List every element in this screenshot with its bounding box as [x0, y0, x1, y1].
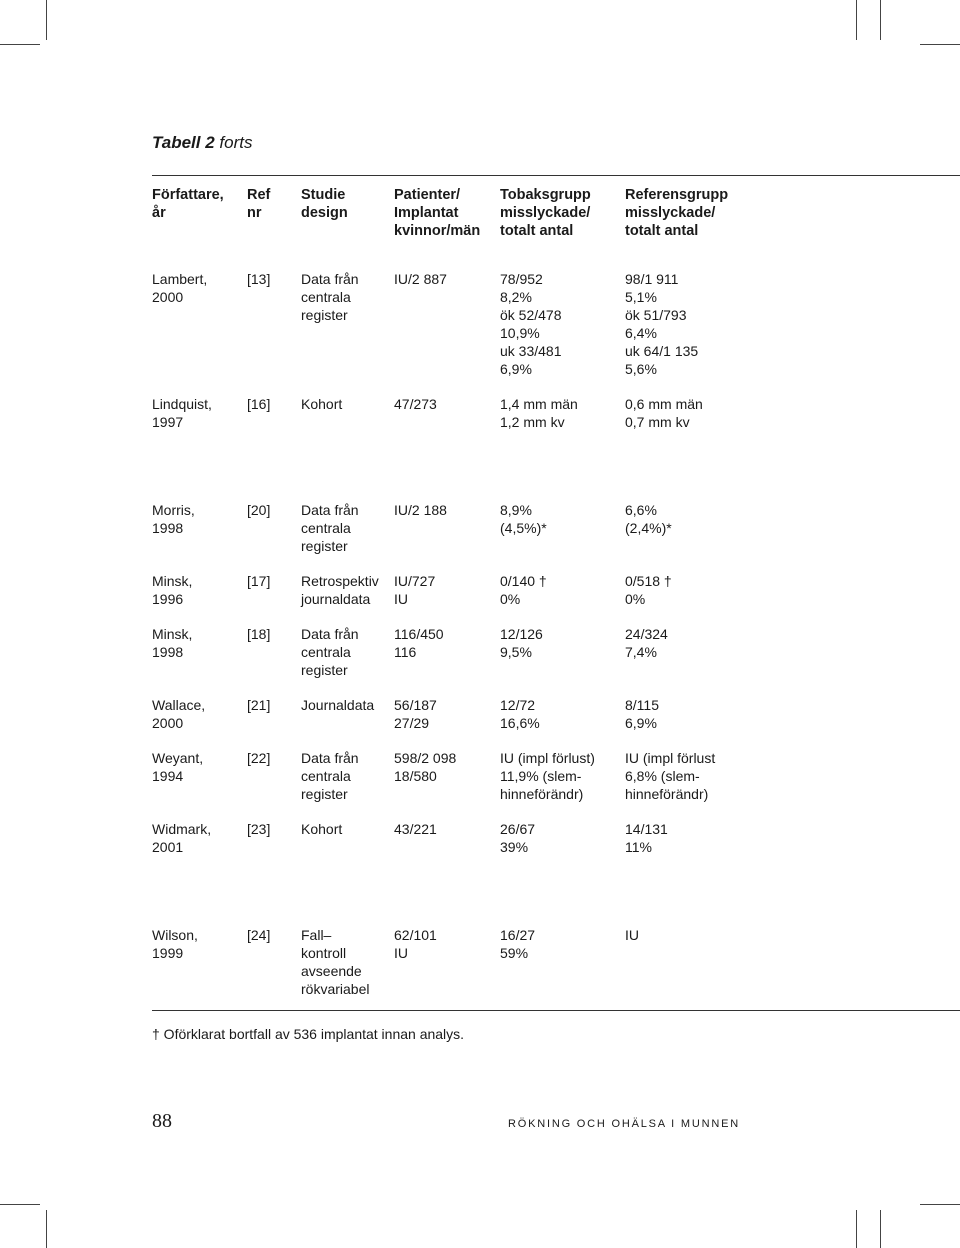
cell-line: Fall–	[301, 927, 332, 943]
header-row	[152, 186, 825, 270]
cell-line: 11%	[625, 839, 652, 855]
table-body	[152, 270, 825, 998]
table-cell	[247, 378, 301, 431]
cell-line: IU	[394, 945, 408, 961]
table-cell	[500, 555, 625, 608]
cell-line: ök 51/793	[625, 307, 687, 323]
cell-line: Lambert,	[152, 271, 208, 287]
table-cell	[247, 608, 301, 679]
table-cell	[152, 431, 247, 555]
cell-line: [20]	[247, 502, 271, 518]
cell-line: 18/580	[394, 768, 437, 784]
cell-line: 0%	[625, 591, 646, 607]
cell-line: 12/72	[500, 697, 536, 713]
column-header-line: nr	[247, 205, 262, 221]
cell-line: 78/952	[500, 271, 543, 287]
table-cell	[247, 555, 301, 608]
cell-line: 26/67	[500, 821, 536, 837]
cell-line: avseende	[301, 963, 362, 979]
column-header-line: Implantat	[394, 205, 459, 221]
cell-line: 0/140 †	[500, 573, 547, 589]
running-title: RÖKNING OCH OHÄLSA I MUNNEN	[508, 1118, 740, 1130]
cell-line: 7,4%	[625, 644, 657, 660]
table-cell	[394, 608, 500, 679]
column-header-line: Ref	[247, 187, 271, 203]
cell-line: 9,5%	[500, 644, 532, 660]
crop-mark	[920, 1204, 960, 1205]
cell-line: Retrospektiv	[301, 573, 379, 589]
table-cell	[625, 732, 825, 803]
cell-line: Journaldata	[301, 697, 375, 713]
cell-line: 5,1%	[625, 289, 657, 305]
column-header-line: totalt antal	[625, 223, 699, 239]
cell-line: 14/131	[625, 821, 668, 837]
column-header-line: kvinnor/män	[394, 223, 481, 239]
cell-line: 2000	[152, 715, 184, 731]
cell-line: hinneförändr)	[625, 786, 709, 802]
crop-mark	[0, 1204, 40, 1205]
cell-line: 12/126	[500, 626, 543, 642]
table-cell	[152, 803, 247, 856]
table-cell	[625, 856, 825, 998]
cell-line: 8,2%	[500, 289, 532, 305]
cell-line: 1998	[152, 520, 184, 536]
column-header	[500, 186, 625, 270]
table-cell	[301, 856, 394, 998]
table-cell	[500, 803, 625, 856]
cell-line: register	[301, 538, 348, 554]
cell-line: IU/727	[394, 573, 436, 589]
cell-line: Data från	[301, 502, 359, 518]
column-header	[301, 186, 394, 270]
table-cell	[247, 679, 301, 732]
table-cell	[394, 679, 500, 732]
cell-line: 6,9%	[500, 361, 532, 377]
table-cell	[301, 679, 394, 732]
table-cell	[247, 431, 301, 555]
cell-line: 1996	[152, 591, 184, 607]
column-header-line: Patienter/	[394, 187, 461, 203]
column-header-line: misslyckade/	[625, 205, 716, 221]
table-cell	[152, 270, 247, 378]
column-header	[394, 186, 500, 270]
table-cell	[301, 270, 394, 378]
cell-line: 1999	[152, 945, 184, 961]
column-header-line: år	[152, 205, 166, 221]
cell-line: 39%	[500, 839, 529, 855]
column-header-line: misslyckade/	[500, 205, 591, 221]
crop-mark	[0, 44, 40, 45]
table-cell	[152, 679, 247, 732]
cell-line: 1,4 mm män	[500, 396, 578, 412]
data-table	[152, 186, 825, 998]
table-cell	[625, 608, 825, 679]
cell-line: register	[301, 786, 348, 802]
cell-line: IU (impl förlust)	[500, 750, 595, 766]
table-cell	[152, 378, 247, 431]
table-row	[152, 555, 825, 608]
cell-line: IU	[625, 927, 639, 943]
cell-line: [16]	[247, 396, 271, 412]
cell-line: 62/101	[394, 927, 437, 943]
table-cell	[247, 270, 301, 378]
table-row	[152, 856, 825, 998]
cell-line: register	[301, 662, 348, 678]
cell-line: centrala	[301, 768, 351, 784]
cell-line: journaldata	[301, 591, 371, 607]
cell-line: Data från	[301, 750, 359, 766]
cell-line: uk 33/481	[500, 343, 562, 359]
table-cell	[301, 608, 394, 679]
cell-line: hinneförändr)	[500, 786, 584, 802]
table-cell	[625, 555, 825, 608]
table-row	[152, 732, 825, 803]
cell-line: Kohort	[301, 396, 343, 412]
column-header-line: Tobaksgrupp	[500, 187, 591, 203]
cell-line: 98/1 911	[625, 271, 679, 287]
cell-line: 27/29	[394, 715, 430, 731]
table-cell	[394, 378, 500, 431]
cell-line: 0,7 mm kv	[625, 414, 690, 430]
column-header-line: Referensgrupp	[625, 187, 729, 203]
crop-mark	[856, 1210, 857, 1248]
cell-line: centrala	[301, 520, 351, 536]
table-title	[152, 133, 252, 153]
table-cell	[394, 803, 500, 856]
cell-line: IU	[394, 591, 408, 607]
cell-line: 8/115	[625, 697, 659, 713]
table-cell	[394, 270, 500, 378]
table-title-italic: forts	[219, 133, 253, 152]
table-cell	[301, 555, 394, 608]
cell-line: [23]	[247, 821, 271, 837]
table-cell	[500, 270, 625, 378]
table-cell	[152, 555, 247, 608]
cell-line: [22]	[247, 750, 271, 766]
table-cell	[500, 732, 625, 803]
table-cell	[301, 431, 394, 555]
cell-line: 6,8% (slem-	[625, 768, 700, 784]
cell-line: 0/518 †	[625, 573, 672, 589]
table-cell	[247, 732, 301, 803]
table-cell	[152, 608, 247, 679]
table-row	[152, 608, 825, 679]
cell-line: IU/2 188	[394, 502, 447, 518]
column-header-line: Studie	[301, 187, 346, 203]
cell-line: 16,6%	[500, 715, 540, 731]
cell-line: IU/2 887	[394, 271, 447, 287]
cell-line: [13]	[247, 271, 271, 287]
cell-line: 0,6 mm män	[625, 396, 703, 412]
cell-line: Lindquist,	[152, 396, 212, 412]
column-header-line: design	[301, 205, 348, 221]
table-cell	[500, 679, 625, 732]
cell-line: 43/221	[394, 821, 437, 837]
bottom-rule	[152, 1010, 960, 1011]
table-cell	[625, 378, 825, 431]
cell-line: 6,9%	[625, 715, 657, 731]
table-cell	[247, 856, 301, 998]
table-cell	[500, 856, 625, 998]
column-header-line: Författare,	[152, 187, 224, 203]
column-header	[247, 186, 301, 270]
cell-line: Widmark,	[152, 821, 212, 837]
table-cell	[394, 856, 500, 998]
column-header-line: totalt antal	[500, 223, 574, 239]
table-row	[152, 270, 825, 378]
cell-line: [21]	[247, 697, 271, 713]
table-cell	[394, 431, 500, 555]
cell-line: Wallace,	[152, 697, 206, 713]
cell-line: 116/450	[394, 626, 444, 642]
crop-mark	[46, 1210, 47, 1248]
cell-line: 1997	[152, 414, 184, 430]
cell-line: kontroll	[301, 945, 347, 961]
column-header	[152, 186, 247, 270]
cell-line: 0%	[500, 591, 521, 607]
crop-mark	[856, 0, 857, 40]
table-cell	[625, 803, 825, 856]
cell-line: 24/324	[625, 626, 668, 642]
page-number: 88	[152, 1110, 172, 1132]
cell-line: 59%	[500, 945, 529, 961]
cell-line: [18]	[247, 626, 271, 642]
table-cell	[625, 431, 825, 555]
cell-line: Weyant,	[152, 750, 204, 766]
cell-line: [24]	[247, 927, 271, 943]
table-cell	[500, 378, 625, 431]
cell-line: 47/273	[394, 396, 437, 412]
table-row	[152, 431, 825, 555]
crop-mark	[920, 44, 960, 45]
table-cell	[394, 555, 500, 608]
cell-line: (2,4%)*	[625, 520, 672, 536]
cell-line: 11,9% (slem-	[500, 768, 582, 784]
crop-mark	[46, 0, 47, 40]
cell-line: uk 64/1 135	[625, 343, 699, 359]
cell-line: Minsk,	[152, 626, 193, 642]
table-cell	[301, 378, 394, 431]
cell-line: Wilson,	[152, 927, 198, 943]
cell-line: 2001	[152, 839, 184, 855]
cell-line: 6,6%	[625, 502, 657, 518]
cell-line: 8,9%	[500, 502, 532, 518]
table-cell	[152, 856, 247, 998]
crop-mark	[880, 1210, 881, 1248]
table-row	[152, 803, 825, 856]
cell-line: 5,6%	[625, 361, 657, 377]
table-cell	[625, 679, 825, 732]
cell-line: register	[301, 307, 348, 323]
table-title-bold: Tabell 2	[152, 133, 215, 152]
cell-line: Kohort	[301, 821, 343, 837]
crop-mark	[880, 0, 881, 40]
cell-line: IU (impl förlust	[625, 750, 716, 766]
cell-line: ök 52/478	[500, 307, 562, 323]
cell-line: centrala	[301, 644, 351, 660]
cell-line: 598/2 098	[394, 750, 457, 766]
cell-line: 16/27	[500, 927, 536, 943]
table-cell	[394, 732, 500, 803]
table-cell	[301, 803, 394, 856]
cell-line: (4,5%)*	[500, 520, 547, 536]
cell-line: [17]	[247, 573, 271, 589]
cell-line: 1,2 mm kv	[500, 414, 565, 430]
table-row	[152, 378, 825, 431]
table-cell	[152, 732, 247, 803]
cell-line: 6,4%	[625, 325, 657, 341]
table-cell	[247, 803, 301, 856]
cell-line: 2000	[152, 289, 184, 305]
table-cell	[500, 608, 625, 679]
top-rule	[152, 175, 960, 176]
table-cell	[625, 270, 825, 378]
cell-line: 116	[394, 644, 417, 660]
cell-line: 1994	[152, 768, 184, 784]
cell-line: Data från	[301, 626, 359, 642]
column-header	[625, 186, 825, 270]
cell-line: centrala	[301, 289, 351, 305]
table-cell	[301, 732, 394, 803]
footnote: † Oförklarat bortfall av 536 implantat innan analys.	[152, 1026, 465, 1042]
cell-line: 56/187	[394, 697, 437, 713]
cell-line: 10,9%	[500, 325, 540, 341]
cell-line: Data från	[301, 271, 359, 287]
cell-line: Minsk,	[152, 573, 193, 589]
cell-line: rökvariabel	[301, 981, 370, 997]
cell-line: 1998	[152, 644, 184, 660]
table-row	[152, 679, 825, 732]
table-cell	[500, 431, 625, 555]
cell-line: Morris,	[152, 502, 195, 518]
